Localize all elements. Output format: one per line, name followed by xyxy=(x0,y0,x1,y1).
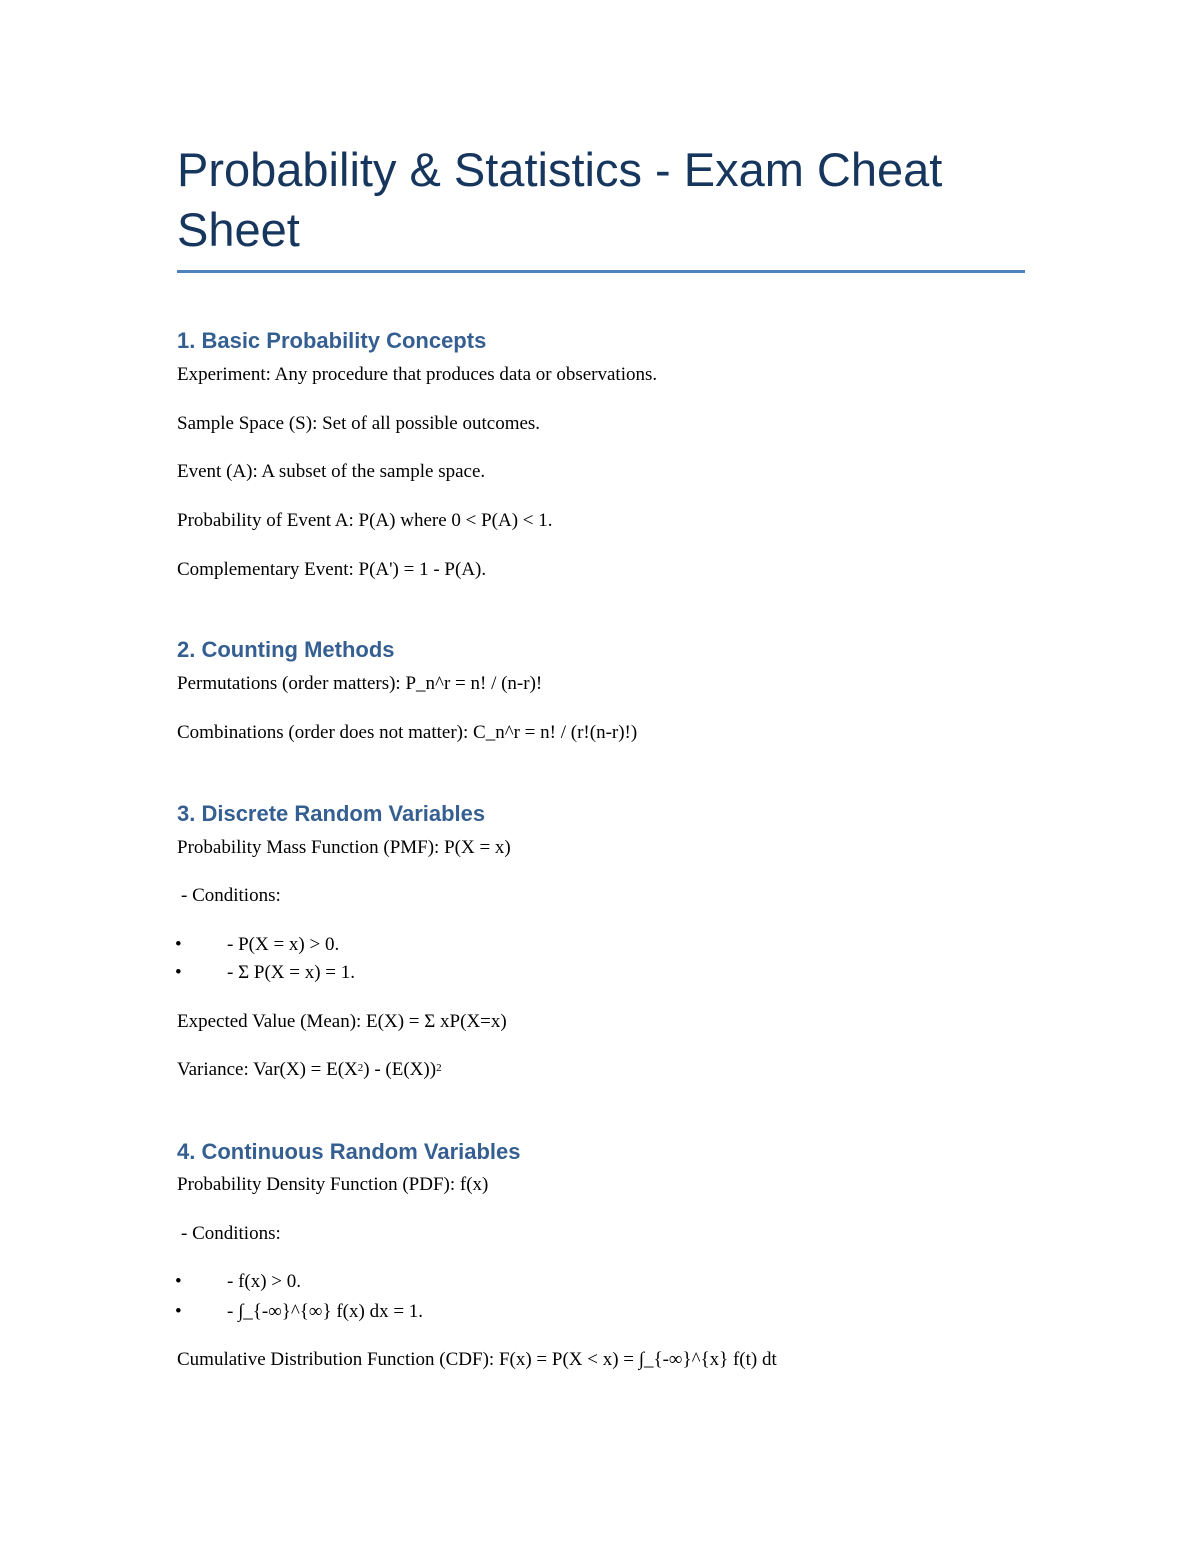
title-underline xyxy=(177,270,1025,273)
section-heading-continuous-rv: 4. Continuous Random Variables xyxy=(177,1139,521,1164)
page-title: Probability & Statistics - Exam Cheat Sheet xyxy=(177,143,943,256)
paragraph-pmf: Probability Mass Function (PMF): P(X = x) xyxy=(177,837,511,858)
paragraph-conditions: - Conditions: xyxy=(181,885,281,906)
variance-text-a: Variance: Var(X) = E(X xyxy=(177,1059,358,1080)
paragraph-conditions: - Conditions: xyxy=(181,1223,281,1244)
paragraph-expected-value: Expected Value (Mean): E(X) = Σ xP(X=x) xyxy=(177,1011,507,1032)
paragraph-experiment: Experiment: Any procedure that produces data or observations. xyxy=(177,364,658,385)
list-item xyxy=(175,1300,423,1324)
bullet-icon: • xyxy=(175,934,182,955)
bullet-icon: • xyxy=(175,1271,182,1292)
list-item-text: - Σ P(X = x) = 1. xyxy=(227,962,356,983)
paragraph-pdf: Probability Density Function (PDF): f(x) xyxy=(177,1174,489,1195)
list-item xyxy=(175,961,355,985)
paragraph-sample-space: Sample Space (S): Set of all possible outcomes. xyxy=(177,413,541,434)
variance-text-b: ) - (E(X)) xyxy=(363,1059,437,1080)
paragraph-combinations: Combinations (order does not matter): C_n^r = n! / (r!(n-r)!) xyxy=(177,722,638,743)
paragraph-complementary-event: Complementary Event: P(A') = 1 - P(A). xyxy=(177,559,487,580)
bullet-icon: • xyxy=(175,962,182,983)
section-heading-basic-probability: 1. Basic Probability Concepts xyxy=(177,328,487,353)
superscript-two: 2 xyxy=(357,1062,364,1074)
superscript-two: 2 xyxy=(436,1062,442,1074)
list-item-text: - ∫_{-∞}^{∞} f(x) dx = 1. xyxy=(227,1301,424,1322)
paragraph-event: Event (A): A subset of the sample space. xyxy=(177,461,486,482)
paragraph-variance xyxy=(177,1058,442,1082)
list-item-text: - f(x) > 0. xyxy=(227,1271,302,1292)
list-item xyxy=(175,1270,301,1294)
list-item-text: - P(X = x) > 0. xyxy=(227,934,340,955)
section-heading-discrete-rv: 3. Discrete Random Variables xyxy=(177,801,486,826)
paragraph-permutations: Permutations (order matters): P_n^r = n! / (n-r)! xyxy=(177,673,543,694)
section-heading-counting-methods: 2. Counting Methods xyxy=(177,637,395,662)
paragraph-cdf: Cumulative Distribution Function (CDF): F(x) = P(X < x) = ∫_{-∞}^{x} f(t) dt xyxy=(177,1349,777,1370)
bullet-icon: • xyxy=(175,1301,182,1322)
paragraph-probability-event: Probability of Event A: P(A) where 0 < P(A) < 1. xyxy=(177,510,553,531)
list-item xyxy=(175,933,339,957)
